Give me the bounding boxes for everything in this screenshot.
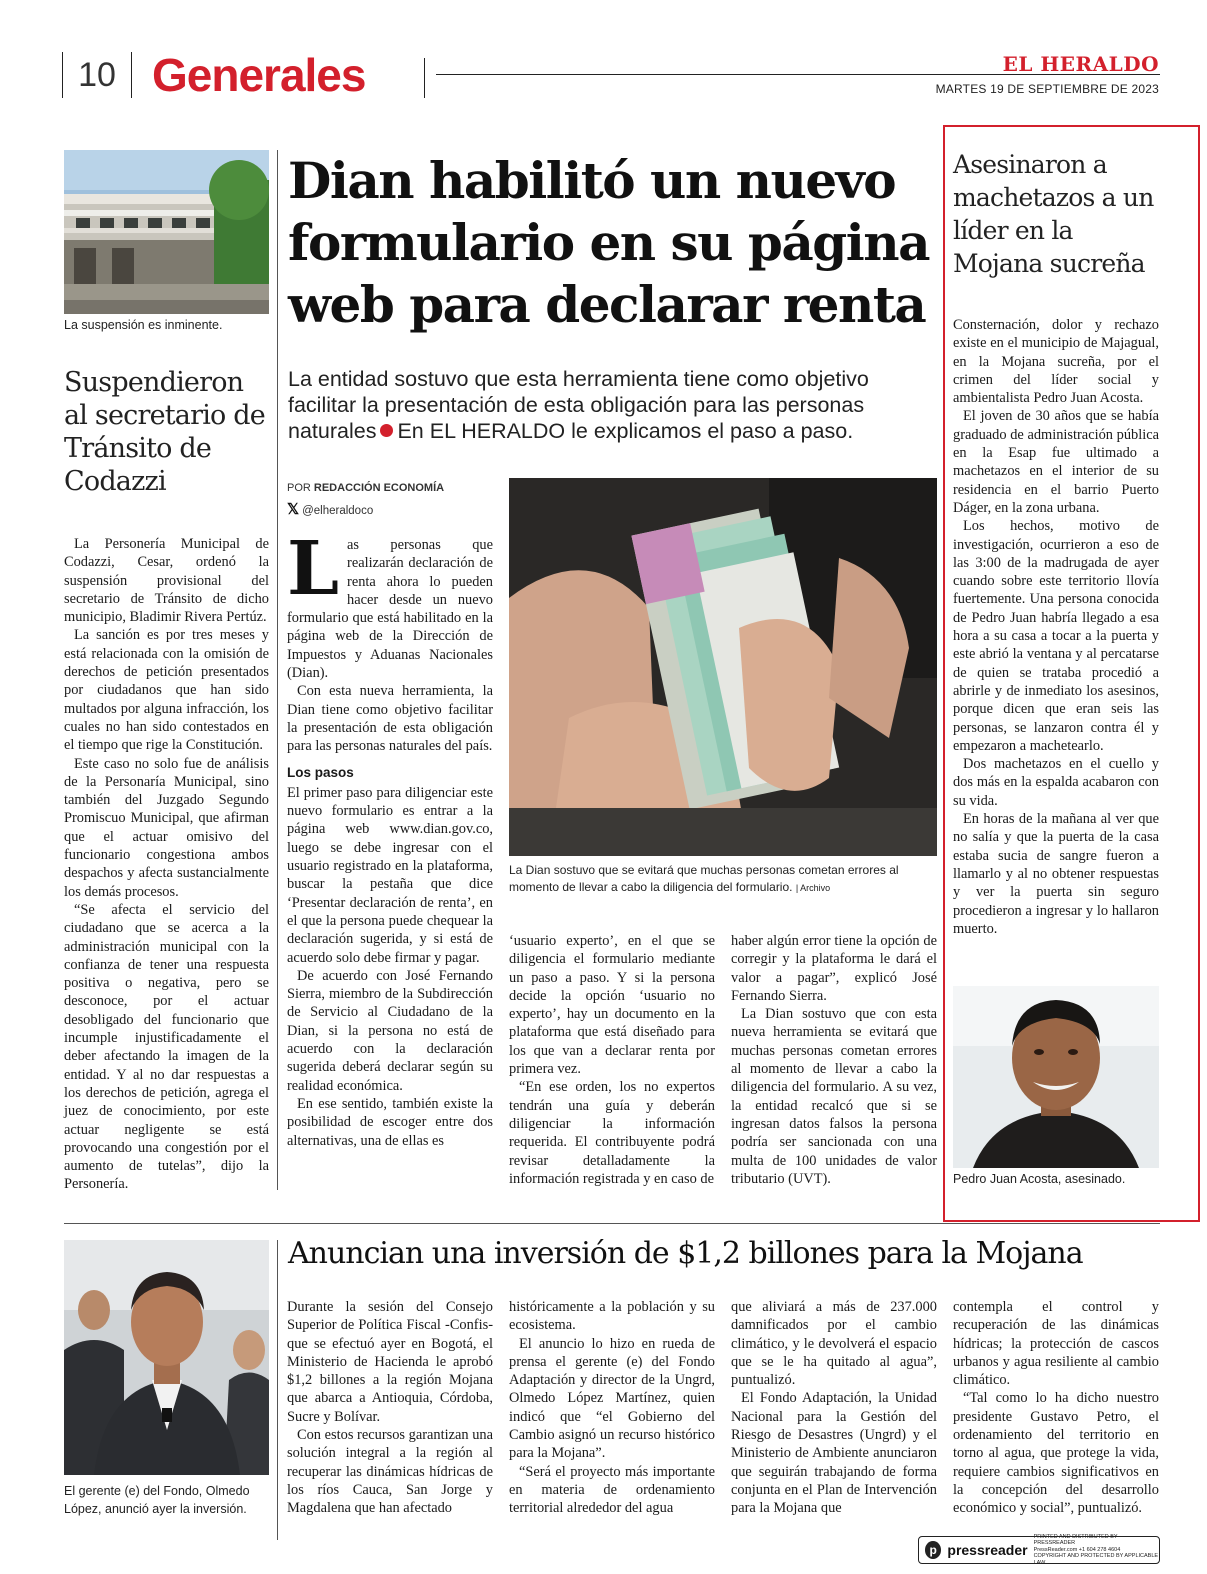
column-divider: [277, 150, 278, 1190]
paragraph: Dos machetazos en el cuello y dos más en la espalda acabaron con su vida.: [953, 756, 1159, 809]
paragraph: haber algún error tiene la opción de corregir y la plataforma le dará el valor a pagar”, explicó José Fernando Sierra.: [731, 933, 937, 1004]
byline-prefix: POR: [287, 482, 311, 494]
social-handle: [287, 500, 373, 518]
paragraph: históricamente a la población y su ecosistema.: [509, 1299, 715, 1334]
official-photo-caption: El gerente (e) del Fondo, Olmedo López, anunció ayer la inversión.: [64, 1484, 250, 1516]
paragraph: ‘usuario experto’, en el que se diligencia el formulario mediante un paso a paso. Y si la persona decide la opción ‘usuario no experto’, hay un documento en la plataforma que está diseñado para los que van a declarar renta por primera vez.: [509, 933, 715, 1078]
paragraph: El primer paso para diligenciar este nuevo formulario es entrar a la página web www.dian.gov.co, luego se debe ingresar con el usuario registrado en la plataforma, buscar la pestaña que dice ‘Presentar declaración de renta’, en el que la persona puede chequear la declaración sugerida, y si está de acuerdo solo debe firmar y pagar.: [287, 784, 493, 966]
paragraph: En horas de la mañana al ver que no salía y que la puerta de la casa estaba sucia de sangre fueron a llamarlo y al no obtener respuestas y ver la puerta sin seguro procedieron a ingresar y lo hallaron muerto.: [953, 811, 1159, 937]
byline: [287, 482, 444, 494]
paragraph: “Se afecta el servicio del ciudadano que se acerca a la administración municipal con la confianza de tener una respuesta positiva o negativa, pero se desconoce, por el actuar desobligado del funcionario que incumple injustificadamente el deber afectando la imagen de la entidad. Y al no dar respuestas a los derechos de petición, agrega el juez de conocimiento, por este actuar negligente se está provocando una congestión por el aumento de tutelas”, dijo la Personería.: [64, 901, 269, 1193]
section-title: Generales: [152, 49, 366, 101]
paragraph: “Será el proyecto más importante en materia de ordenamiento territorial alrededor del agua: [509, 1463, 715, 1517]
left-story-body: [64, 535, 269, 1194]
official-photo: [64, 1240, 269, 1475]
paragraph: que aliviará a más de 237.000 damnificados por el cambio climático, y le devolverá el espacio que se le ha quitado al agua”, puntualizó.: [731, 1299, 937, 1389]
portrait-photo: [953, 986, 1159, 1168]
bullet-dot-icon: [380, 424, 393, 437]
pressreader-badge[interactable]: [918, 1533, 1160, 1566]
bottom-headline: Anuncian una inversión de $1,2 billones para la Mojana: [288, 1236, 1083, 1271]
fine-print-line: PressReader.com +1 604 278 4604: [1033, 1546, 1121, 1553]
issue-date: MARTES 19 DE SEPTIEMBRE DE 2023: [935, 82, 1159, 96]
byline-author: REDACCIÓN ECONOMÍA: [313, 482, 445, 494]
paragraph: Consternación, dolor y rechazo existe en el municipio de Majagual, en la Mojana sucreña, por el crimen del líder social y ambientalista Pedro Juan Acosta.: [953, 317, 1159, 407]
paragraph: Con estos recursos garantizan una solución integral a la región al recuperar las dinámicas hídricas de los ríos Cauca, San Jorge y Magdalena que han afectado: [287, 1427, 493, 1517]
bottom-col-2: [509, 1298, 715, 1518]
section-rule: [64, 1223, 1160, 1224]
paragraph: contempla el control y recuperación de las dinámicas hídricas; la protección de cascos urbanos y agua resiliente al cambio climático.: [953, 1299, 1159, 1389]
photo-credit: | Archivo: [795, 883, 831, 893]
paragraph: as personas que realizarán declaración de renta ahora lo pueden hacer desde un nuevo formulario que está habilitado en la página web de la Dirección de Impuestos y Aduanas Nacionales (Dian).: [287, 537, 493, 682]
right-story-body: [953, 316, 1159, 938]
page-number: 10: [62, 52, 132, 98]
paragraph: Este caso no solo fue de análisis de la Personaría Municipal, sino también del Juzgado Segundo Promiscuo Municipal, que afirman que el actuar omisivo del funcionario congestiona ambos despachos y afecta sustancialmente los demás procesos.: [64, 755, 269, 900]
subhead: Los pasos: [287, 764, 354, 780]
paragraph: Los hechos, motivo de investigación, ocurrieron a eso de las 3:00 de la madrugada de ayer cuando sobre este territorio llovía fuertemente. Una persona conocida de Pedro Juan habría llegado a esa hora a su casa a tocar a la puerta y este abrió la ventana y al percatarse de quien se trataba procedió a abrirle y de inmediato los asesinos, porque dicen que eran seis las personas, se lanzaron contra él y empezaron a machetearlo.: [953, 518, 1159, 754]
x-icon: 𝕏: [287, 501, 300, 518]
paragraph: La Dian sostuvo que con esta nueva herramienta se evitará que muchas personas cometan errores al momento de llevar a cabo la diligencia del formulario. A su vez, la entidad recalcó que si se ingresan datos falsos la persona podría ser sancionada con una multa de 100 unidades de valor tributario (UVT).: [731, 1006, 937, 1187]
money-photo: [509, 478, 937, 856]
paragraph: El Fondo Adaptación, la Unidad Nacional para la Gestión del Riesgo de Desastres (Ungrd) y el Ministerio de Ambiente anunciaron que seguirán trabajando de forma conjunta en el Plan de Intervención para la Mojana que: [731, 1390, 937, 1517]
paragraph: “En ese orden, los no expertos tendrán una guía y deberán diligenciar la información requerida. El contribuyente podrá revisar detalladamente la información registrada y en caso de: [509, 1079, 715, 1187]
bottom-col-1: [287, 1298, 493, 1518]
main-headline: Dian habilitó un nuevo formulario en su página web para declarar renta: [288, 151, 929, 334]
dropcap: L: [287, 526, 340, 612]
fine-print: [1034, 1534, 1159, 1567]
paragraph: De acuerdo con José Fernando Sierra, miembro de la Subdirección de Servicio al Ciudadano de la Dian, si la persona no está de acuerdo con la declaración sugerida deberá declarar según su realidad económica.: [287, 967, 493, 1094]
deck-text: La entidad sostuvo que esta herramienta tiene como objetivo facilitar la presentación de esta obligación para las personas naturales: [288, 367, 869, 443]
paragraph: La sanción es por tres meses y está relacionada con la omisión de derechos de petición presentados por ciudadanos que han sido multados por alguna infracción, los cuales no han sido contestados en el tiempo que rige la Constitución.: [64, 627, 269, 754]
bottom-col-4: [953, 1298, 1159, 1518]
masthead: EL HERALDO: [1002, 52, 1159, 76]
left-photo-caption: La suspensión es inminente.: [64, 318, 223, 332]
bottom-col-3: [731, 1298, 937, 1518]
left-headline: Suspendieron al secretario de Tránsito de Codazzi: [64, 367, 265, 497]
pressreader-name: pressreader: [947, 1542, 1028, 1558]
dropcap-paragraph: [287, 526, 493, 682]
main-col-1: [287, 526, 493, 1150]
column-divider: [277, 1240, 278, 1540]
fine-print-line: PRINTED AND DISTRIBUTED BY PRESSREADER: [1033, 1533, 1118, 1547]
paragraph: Con esta nueva herramienta, la Dian tiene como objetivo facilitar la presentación de esta obligación para las personas naturales del país.: [287, 683, 493, 755]
fine-print-line: COPYRIGHT AND PROTECTED BY APPLICABLE LAW: [1033, 1553, 1159, 1566]
handle-text: @elheraldoco: [302, 505, 374, 517]
right-headline: Asesinaron a machetazos a un líder en la Mojana sucreña: [953, 150, 1154, 278]
main-deck: [288, 366, 938, 444]
paragraph: La Personería Municipal de Codazzi, Cesar, ordenó la suspensión provisional del secretario de Tránsito de dicho municipio, Bladimir Rivera Pertúz.: [64, 536, 269, 626]
pressreader-logo-icon: p: [925, 1541, 941, 1559]
main-col-2: [509, 932, 715, 1188]
portrait-caption: Pedro Juan Acosta, asesinado.: [953, 1172, 1126, 1186]
main-col-3: [731, 932, 937, 1188]
paragraph: Durante la sesión del Consejo Superior de Política Fiscal -Confis- que se efectuó ayer en Bogotá, el Ministerio de Hacienda le aprobó $1,2 billones a la región Mojana que abarca a Antioquia, Córdoba, Sucre y Bolívar.: [287, 1299, 493, 1425]
paragraph: En ese sentido, también existe la posibilidad de escoger entre dos alternativas, una de ellas es: [287, 1095, 493, 1149]
paragraph: El anuncio lo hizo en rueda de prensa el gerente (e) del Fondo Adaptación y director de la Ungrd, Olmedo López Martínez, quien indicó que “el Gobierno del Cambio asignó un recurso histórico para la Mojana”.: [509, 1335, 715, 1462]
money-photo-caption: [509, 862, 937, 897]
building-photo: [64, 150, 269, 314]
deck-text-2: En EL HERALDO le explicamos el paso a paso.: [397, 419, 854, 443]
paragraph: “Tal como lo ha dicho nuestro presidente Gustavo Petro, el ordenamiento del territorio en torno al agua, que protege la vida, requiere cambios significativos en la concepción del desarrollo económico y social”, puntualizó.: [953, 1390, 1159, 1517]
paragraph: El joven de 30 años que se había graduado de administración pública en la Esap fue ultimado a machetazos en el interior de su residencia en el barrio Puerto Dáger, en la zona urbana.: [953, 408, 1159, 516]
caption-text: La Dian sostuvo que se evitará que muchas personas cometan errores al momento de llevar a cabo la diligencia del formulario.: [509, 863, 899, 894]
header-divider: [424, 58, 425, 98]
